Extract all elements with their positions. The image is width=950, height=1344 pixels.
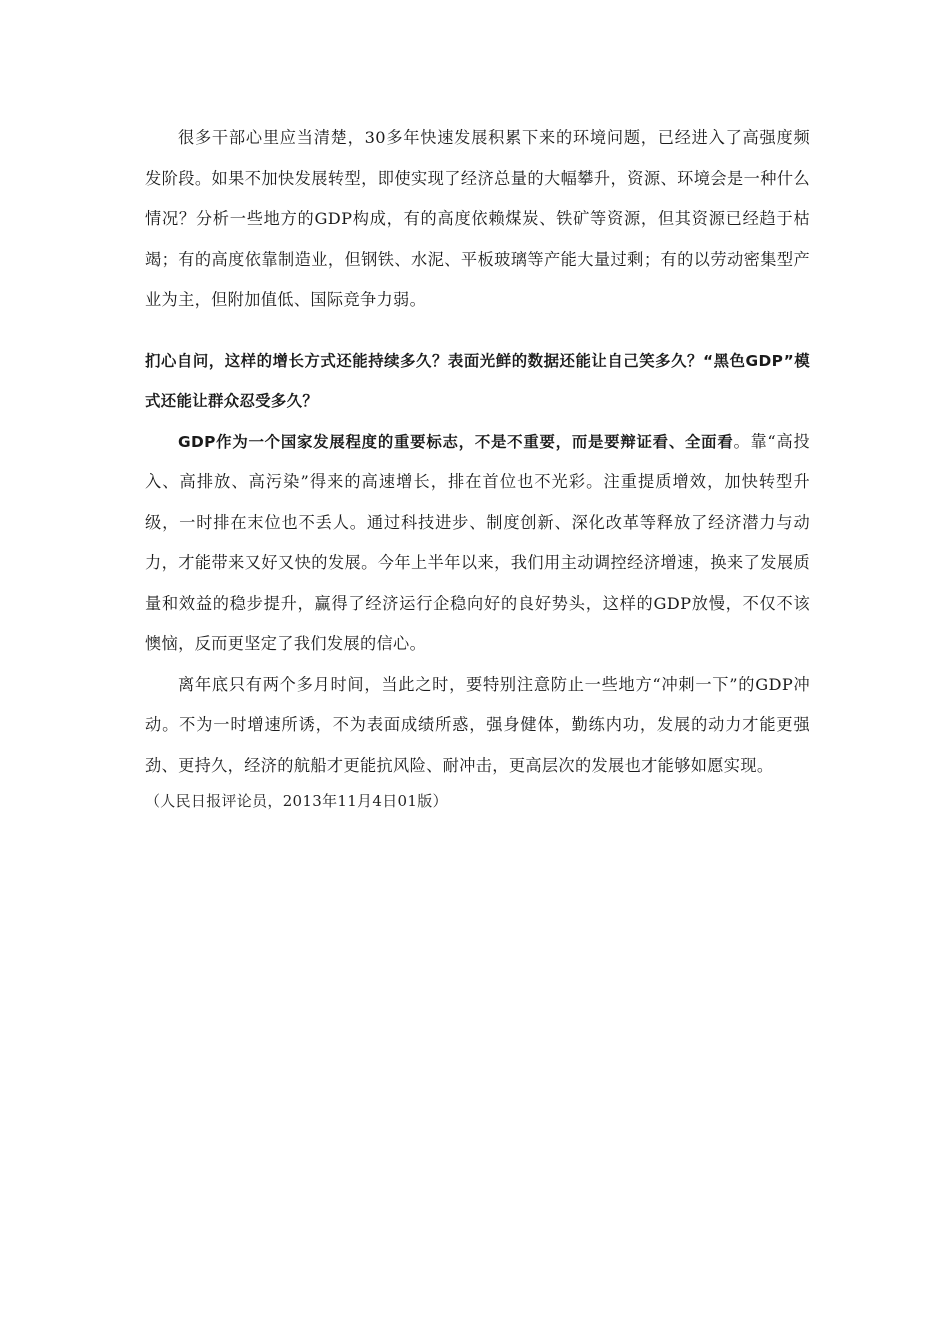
article-source-citation: （人民日报评论员，2013年11月4日01版） (145, 792, 448, 810)
paragraph-gdp-dialectic (145, 422, 810, 665)
gdp-thesis-bold-text: GDP作为一个国家发展程度的重要标志，不是不重要，而是要辩证看、全面看 (178, 432, 734, 451)
paragraph-environment-issues: 很多干部心里应当清楚，30多年快速发展积累下来的环境问题，已经进入了高强度频发阶段。如果不加快发展转型，即使实现了经济总量的大幅攀升，资源、环境会是一种什么情况？分析一些地方的GDP构成，有的高度依赖煤炭、铁矿等资源，但其资源已经趋于枯竭；有的高度依靠制造业，但钢铁、水泥、平板玻璃等产能大量过剩；有的以劳动密集型产业为主，但附加值低、国际竞争力弱。 (145, 128, 810, 309)
paragraph-self-questioning: 扪心自问，这样的增长方式还能持续多久？表面光鲜的数据还能让自己笑多久？“黑色GDP”模式还能让群众忍受多久？ (145, 351, 810, 410)
gdp-thesis-rest-text: 。靠“高投入、高排放、高污染”得来的高速增长，排在首位也不光彩。注重提质增效，加快转型升级，一时排在末位也不丢人。通过科技进步、制度创新、深化改革等释放了经济潜力与动力，才能带来又好又快的发展。今年上半年以来，我们用主动调控经济增速，换来了发展质量和效益的稳步提升，赢得了经济运行企稳向好的良好势头，这样的GDP放慢，不仅不该懊恼，反而更坚定了我们发展的信心。 (145, 431, 810, 653)
document-body (145, 118, 810, 816)
paragraph-gap (145, 321, 810, 341)
paragraph-year-end-warning: 离年底只有两个多月时间，当此之时，要特别注意防止一些地方“冲刺一下”的GDP冲动。不为一时增速所诱，不为表面成绩所惑，强身健体，勤练内功，发展的动力才能更强劲、更持久，经济的航船才更能抗风险、耐冲击，更高层次的发展也才能够如愿实现。 (145, 674, 810, 775)
